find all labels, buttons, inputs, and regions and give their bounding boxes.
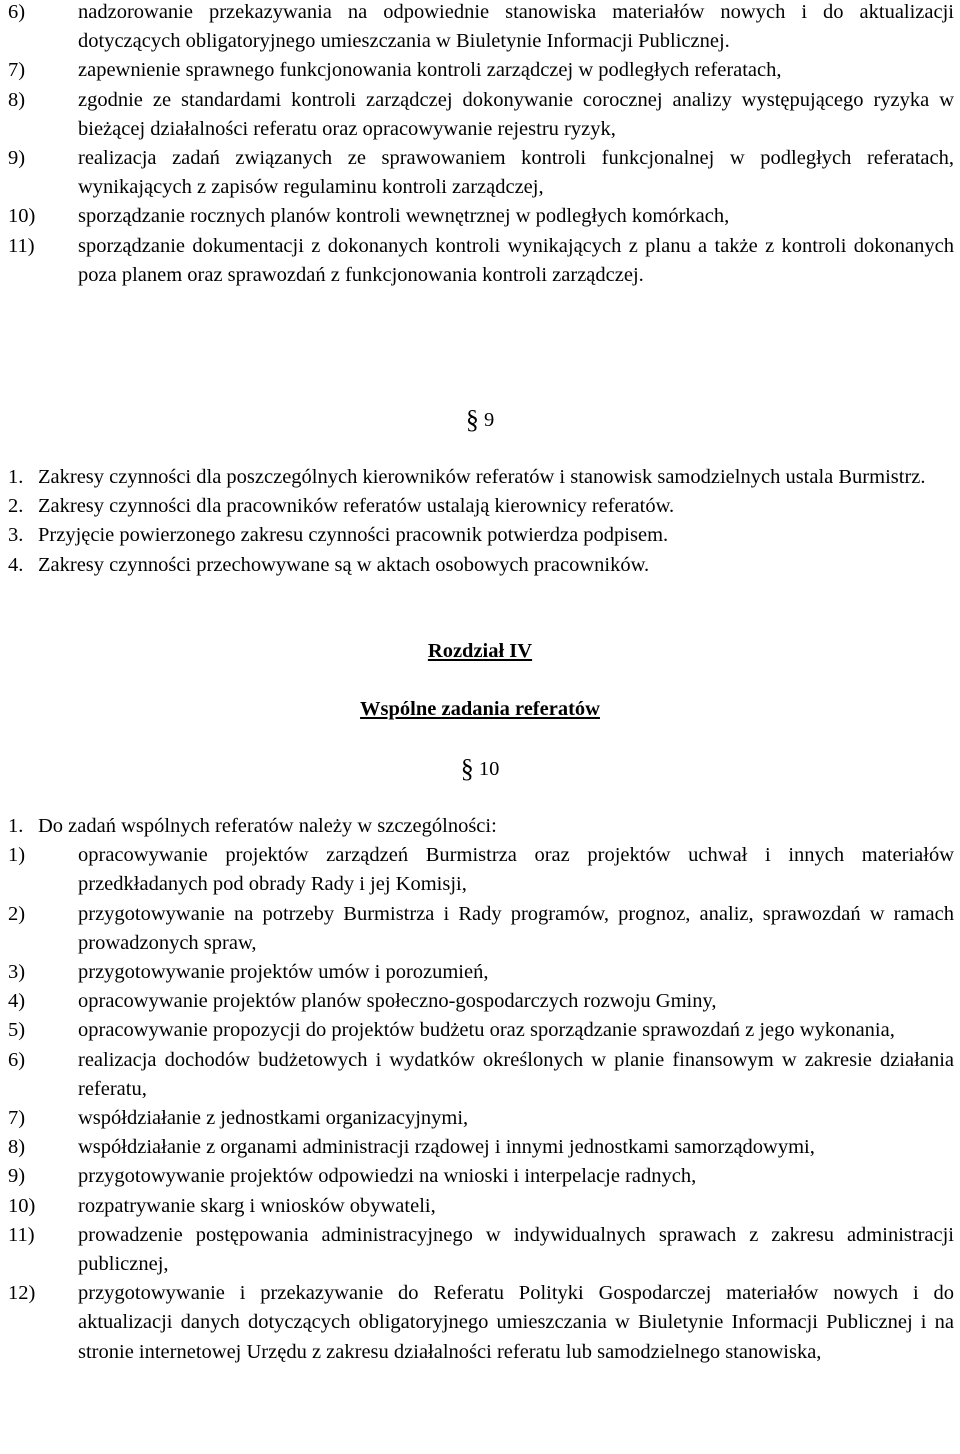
item-text: realizacja zadań związanych ze sprawowaniem kontroli funkcjonalnej w podległych referatach, wynikających z zapisów regulaminu kontroli zarządczej, [78, 147, 954, 199]
item-number: 11) [8, 1223, 35, 1246]
list-item [0, 1133, 960, 1162]
list-item [0, 900, 960, 958]
item-text: opracowywanie projektów zarządzeń Burmistrza oraz projektów uchwał i innych materiałów przedkładanych pod obrady Rady i jej Komisji, [78, 844, 954, 896]
item-number: 1. [8, 466, 24, 488]
item-text: przygotowywanie na potrzeby Burmistrza i Rady programów, prognoz, analiz, sprawozdań w ramach prowadzonych spraw, [78, 902, 954, 954]
item-text: sporządzanie dokumentacji z dokonanych kontroli wynikających z planu a także z kontroli dokonanych poza planem oraz sprawozdań z funkcjonowania kontroli zarządczej. [78, 234, 954, 286]
item-text: Zakresy czynności dla poszczególnych kierowników referatów i stanowisk samodzielnych ustala Burmistrz. [38, 466, 926, 488]
item-text: prowadzenie postępowania administracyjnego w indywidualnych sprawach z zakresu administracji publicznej, [78, 1223, 954, 1276]
list-item [0, 1279, 960, 1367]
item-number: 6) [8, 1048, 26, 1071]
list-item [0, 144, 960, 202]
item-number: 3) [8, 961, 26, 984]
list-item [0, 551, 960, 580]
item-number: 6) [8, 1, 26, 23]
item-number: 7) [8, 1107, 26, 1130]
item-number: 12) [8, 1282, 36, 1305]
chapter-title: Rozdział IV [427, 640, 533, 662]
item-text: zapewnienie sprawnego funkcjonowania kontroli zarządczej w podległych referatach, [78, 59, 782, 82]
item-text: współdziałanie z jednostkami organizacyjnymi, [78, 1107, 469, 1130]
paragraph-number: 10 [478, 758, 500, 780]
list-item [0, 841, 960, 899]
top-list [0, 0, 960, 290]
paragraph-10-block [0, 812, 960, 1367]
item-text: opracowywanie propozycji do projektów budżetu oraz sporządzanie sprawozdań z jego wykonania, [78, 1019, 895, 1042]
paragraph-10-intro [0, 812, 960, 841]
item-text: Przyjęcie powierzonego zakresu czynności pracownik potwierdza podpisem. [38, 524, 669, 547]
list-item [0, 56, 960, 85]
item-number: 7) [8, 59, 26, 82]
paragraph-10-list [0, 841, 960, 1367]
list-item [0, 958, 960, 987]
item-text: sporządzanie rocznych planów kontroli wewnętrznej w podległych komórkach, [78, 205, 730, 228]
item-text: Zakresy czynności dla pracowników referatów ustalają kierownicy referatów. [38, 495, 675, 518]
item-number: 11) [8, 234, 35, 257]
item-number: 8) [8, 88, 26, 111]
paragraph-10-heading [0, 754, 960, 784]
item-number: 5) [8, 1019, 26, 1042]
list-item [0, 86, 960, 144]
list-item [0, 987, 960, 1016]
item-number: 2) [8, 902, 26, 925]
item-text: przygotowywanie projektów umów i porozumień, [78, 961, 489, 984]
top-list-block [0, 0, 960, 290]
item-number: 3. [8, 524, 24, 547]
item-text: przygotowywanie i przekazywanie do Referatu Polityki Gospodarczej materiałów nowych i do aktualizacji danych dotyczących obligatoryjnego umieszczania w Biuletynie Informacji Publicznej i na stronie internetowej Urzędu z zakresu działalności referatu lub samodzielnego stanowiska, [78, 1282, 954, 1363]
item-number: 1) [8, 844, 26, 867]
list-item [0, 202, 960, 231]
item-number: 4) [8, 990, 26, 1013]
item-number: 8) [8, 1136, 26, 1159]
list-item [0, 463, 960, 492]
item-text: zgodnie ze standardami kontroli zarządczej dokonywanie corocznej analizy występującego ryzyka w bieżącej działalności referatu oraz opracowywanie rejestru ryzyk, [78, 88, 954, 140]
item-text: realizacja dochodów budżetowych i wydatków określonych w planie finansowym w zakresie działania referatu, [78, 1048, 954, 1100]
item-number: 10) [8, 1194, 36, 1217]
intro-text: Do zadań wspólnych referatów należy w szczególności: [38, 815, 497, 837]
paragraph-9-heading [0, 405, 960, 435]
item-number: 2. [8, 495, 24, 518]
list-item [0, 1162, 960, 1191]
paragraph-number: 9 [483, 409, 495, 431]
paragraph-9-block [0, 463, 960, 580]
item-text: nadzorowanie przekazywania na odpowiednie stanowiska materiałów nowych i do aktualizacji dotyczących obligatoryjnego umieszczania w Biuletynie Informacji Publicznej. [78, 1, 954, 53]
item-text: rozpatrywanie skarg i wniosków obywateli, [78, 1194, 436, 1217]
list-item [0, 1192, 960, 1221]
list-item [0, 521, 960, 550]
item-text: Zakresy czynności przechowywane są w aktach osobowych pracowników. [38, 553, 650, 576]
item-text: opracowywanie projektów planów społeczno-gospodarczych rozwoju Gminy, [78, 990, 717, 1013]
item-number: 10) [8, 205, 36, 228]
list-item [0, 1016, 960, 1045]
list-item [0, 1221, 960, 1279]
section-symbol: § [465, 405, 479, 434]
item-number: 9) [8, 1165, 26, 1188]
list-item [0, 0, 960, 56]
item-number: 4. [8, 553, 24, 576]
list-item [0, 232, 960, 290]
item-number: 1. [8, 815, 24, 837]
list-item [0, 1046, 960, 1104]
list-item [0, 1104, 960, 1133]
chapter-subtitle: Wspólne zadania referatów [360, 698, 600, 720]
item-text: przygotowywanie projektów odpowiedzi na wnioski i interpelacje radnych, [78, 1165, 697, 1188]
list-item [0, 492, 960, 521]
paragraph-9-list [0, 463, 960, 580]
section-symbol: § [460, 754, 474, 783]
item-text: współdziałanie z organami administracji rządowej i innymi jednostkami samorządowymi, [78, 1136, 815, 1159]
item-number: 9) [8, 147, 26, 170]
